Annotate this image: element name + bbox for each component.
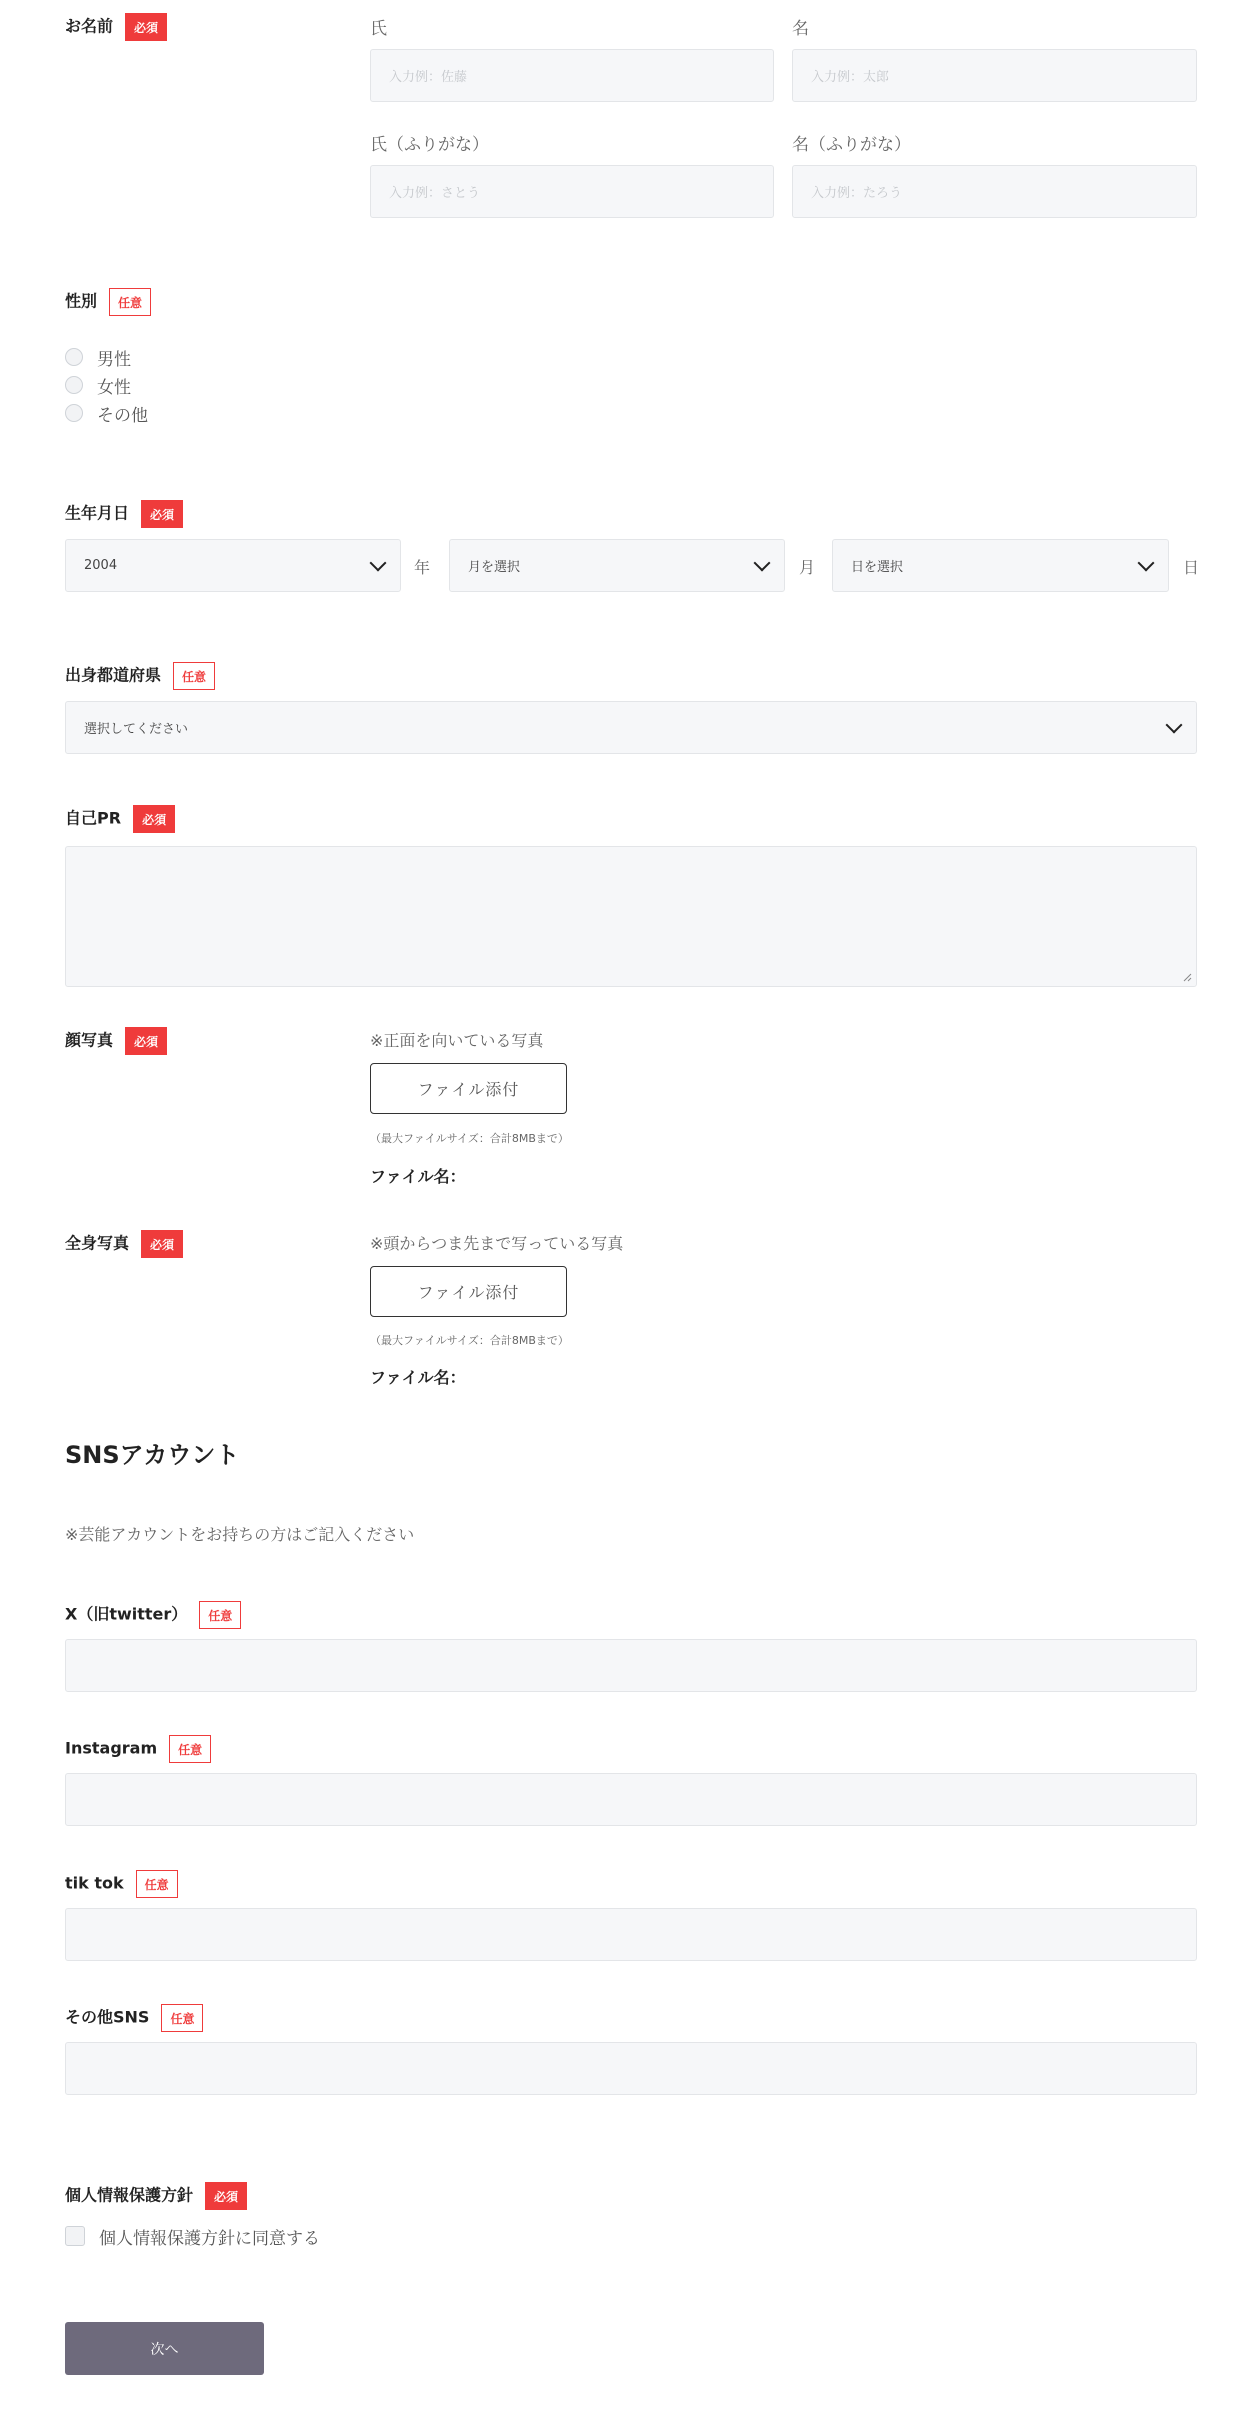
gender-option-female[interactable]	[65, 371, 148, 399]
tiktok-input[interactable]	[65, 1908, 1197, 1961]
face-photo-size-note: （最大ファイルサイズ：合計8MBまで）	[370, 1132, 569, 1145]
first-kana-label: 名（ふりがな）	[792, 135, 911, 155]
required-badge: 必須	[141, 500, 183, 528]
last-name-label: 氏	[370, 19, 387, 39]
optional-badge: 任意	[161, 2004, 203, 2032]
last-kana-label: 氏（ふりがな）	[370, 135, 489, 155]
chevron-down-icon	[1138, 554, 1155, 571]
privacy-consent-checkbox-row[interactable]	[65, 2222, 320, 2250]
prefecture-label: 出身都道府県	[65, 665, 162, 685]
required-badge: 必須	[141, 1230, 183, 1258]
first-kana-input[interactable]: 入力例：たろう	[792, 165, 1197, 218]
full-photo-label: 全身写真	[65, 1233, 130, 1253]
birth-month-select[interactable]	[449, 539, 785, 592]
full-photo-row-label	[65, 1230, 183, 1258]
tiktok-row-label	[65, 1870, 178, 1898]
privacy-label: 個人情報保護方針	[65, 2185, 194, 2205]
x-label: X（旧twitter）	[65, 1604, 188, 1624]
name-row-label	[65, 13, 167, 41]
chevron-down-icon	[754, 554, 771, 571]
full-photo-filename-label: ファイル名：	[370, 1368, 466, 1387]
name-label: お名前	[65, 16, 114, 36]
required-badge: 必須	[125, 13, 167, 41]
radio-label: その他	[97, 405, 148, 426]
gender-row-label	[65, 288, 151, 316]
chevron-down-icon	[370, 554, 387, 571]
instagram-label: Instagram	[65, 1738, 158, 1758]
pr-label: 自己PR	[65, 808, 122, 828]
full-photo-size-note: （最大ファイルサイズ：合計8MBまで）	[370, 1334, 569, 1347]
instagram-row-label	[65, 1735, 211, 1763]
prefecture-select[interactable]	[65, 701, 1197, 754]
other-sns-input[interactable]	[65, 2042, 1197, 2095]
face-photo-attach-button[interactable]: ファイル添付	[370, 1063, 567, 1114]
birth-day-select[interactable]	[832, 539, 1169, 592]
optional-badge: 任意	[169, 1735, 211, 1763]
face-photo-row-label	[65, 1027, 167, 1055]
face-photo-note: ※正面を向いている写真	[370, 1031, 544, 1050]
gender-option-male[interactable]	[65, 343, 148, 371]
resize-handle-icon[interactable]	[1182, 972, 1192, 982]
last-name-input[interactable]: 入力例：佐藤	[370, 49, 774, 102]
chevron-down-icon	[1166, 716, 1183, 733]
checkbox[interactable]	[65, 2226, 85, 2246]
required-badge: 必須	[205, 2182, 247, 2210]
full-photo-attach-button[interactable]: ファイル添付	[370, 1266, 567, 1317]
year-unit: 年	[414, 558, 431, 577]
full-photo-note: ※頭からつま先まで写っている写真	[370, 1234, 624, 1253]
first-name-input[interactable]: 入力例：太郎	[792, 49, 1197, 102]
required-badge: 必須	[125, 1027, 167, 1055]
month-unit: 月	[799, 558, 816, 577]
x-account-input[interactable]	[65, 1639, 1197, 1692]
prefecture-row-label	[65, 662, 215, 690]
birthday-row-label	[65, 500, 183, 528]
sns-note: ※芸能アカウントをお持ちの方はご記入ください	[65, 1525, 415, 1544]
instagram-input[interactable]	[65, 1773, 1197, 1826]
privacy-row-label	[65, 2182, 247, 2210]
face-photo-label: 顔写真	[65, 1030, 114, 1050]
privacy-consent-label: 個人情報保護方針に同意する	[99, 2228, 320, 2249]
radio-label: 男性	[97, 349, 131, 370]
optional-badge: 任意	[199, 1601, 241, 1629]
radio-button[interactable]	[65, 348, 83, 366]
birth-month-value: 月を選択	[468, 560, 521, 575]
radio-label: 女性	[97, 377, 131, 398]
optional-badge: 任意	[173, 662, 215, 690]
first-name-label: 名	[792, 19, 809, 39]
optional-badge: 任意	[109, 288, 151, 316]
x-row-label	[65, 1601, 241, 1629]
day-unit: 日	[1183, 558, 1200, 577]
radio-button[interactable]	[65, 376, 83, 394]
radio-button[interactable]	[65, 404, 83, 422]
birthday-label: 生年月日	[65, 503, 130, 523]
pr-row-label	[65, 805, 175, 833]
other-sns-label: その他SNS	[65, 2007, 150, 2027]
tiktok-label: tik tok	[65, 1873, 124, 1893]
last-kana-input[interactable]: 入力例：さとう	[370, 165, 774, 218]
optional-badge: 任意	[136, 1870, 178, 1898]
gender-option-other[interactable]	[65, 399, 148, 427]
birth-day-value: 日を選択	[851, 560, 904, 575]
required-badge: 必須	[133, 805, 175, 833]
gender-label: 性別	[65, 291, 98, 311]
birth-year-select[interactable]	[65, 539, 401, 592]
other-sns-row-label	[65, 2004, 203, 2032]
pr-textarea[interactable]	[65, 846, 1197, 987]
prefecture-value: 選択してください	[84, 722, 189, 737]
gender-radio-group	[65, 343, 148, 427]
sns-heading: SNSアカウント	[65, 1441, 240, 1469]
birth-year-value: 2004	[84, 558, 118, 573]
face-photo-filename-label: ファイル名：	[370, 1167, 466, 1186]
next-button[interactable]: 次へ	[65, 2322, 264, 2375]
